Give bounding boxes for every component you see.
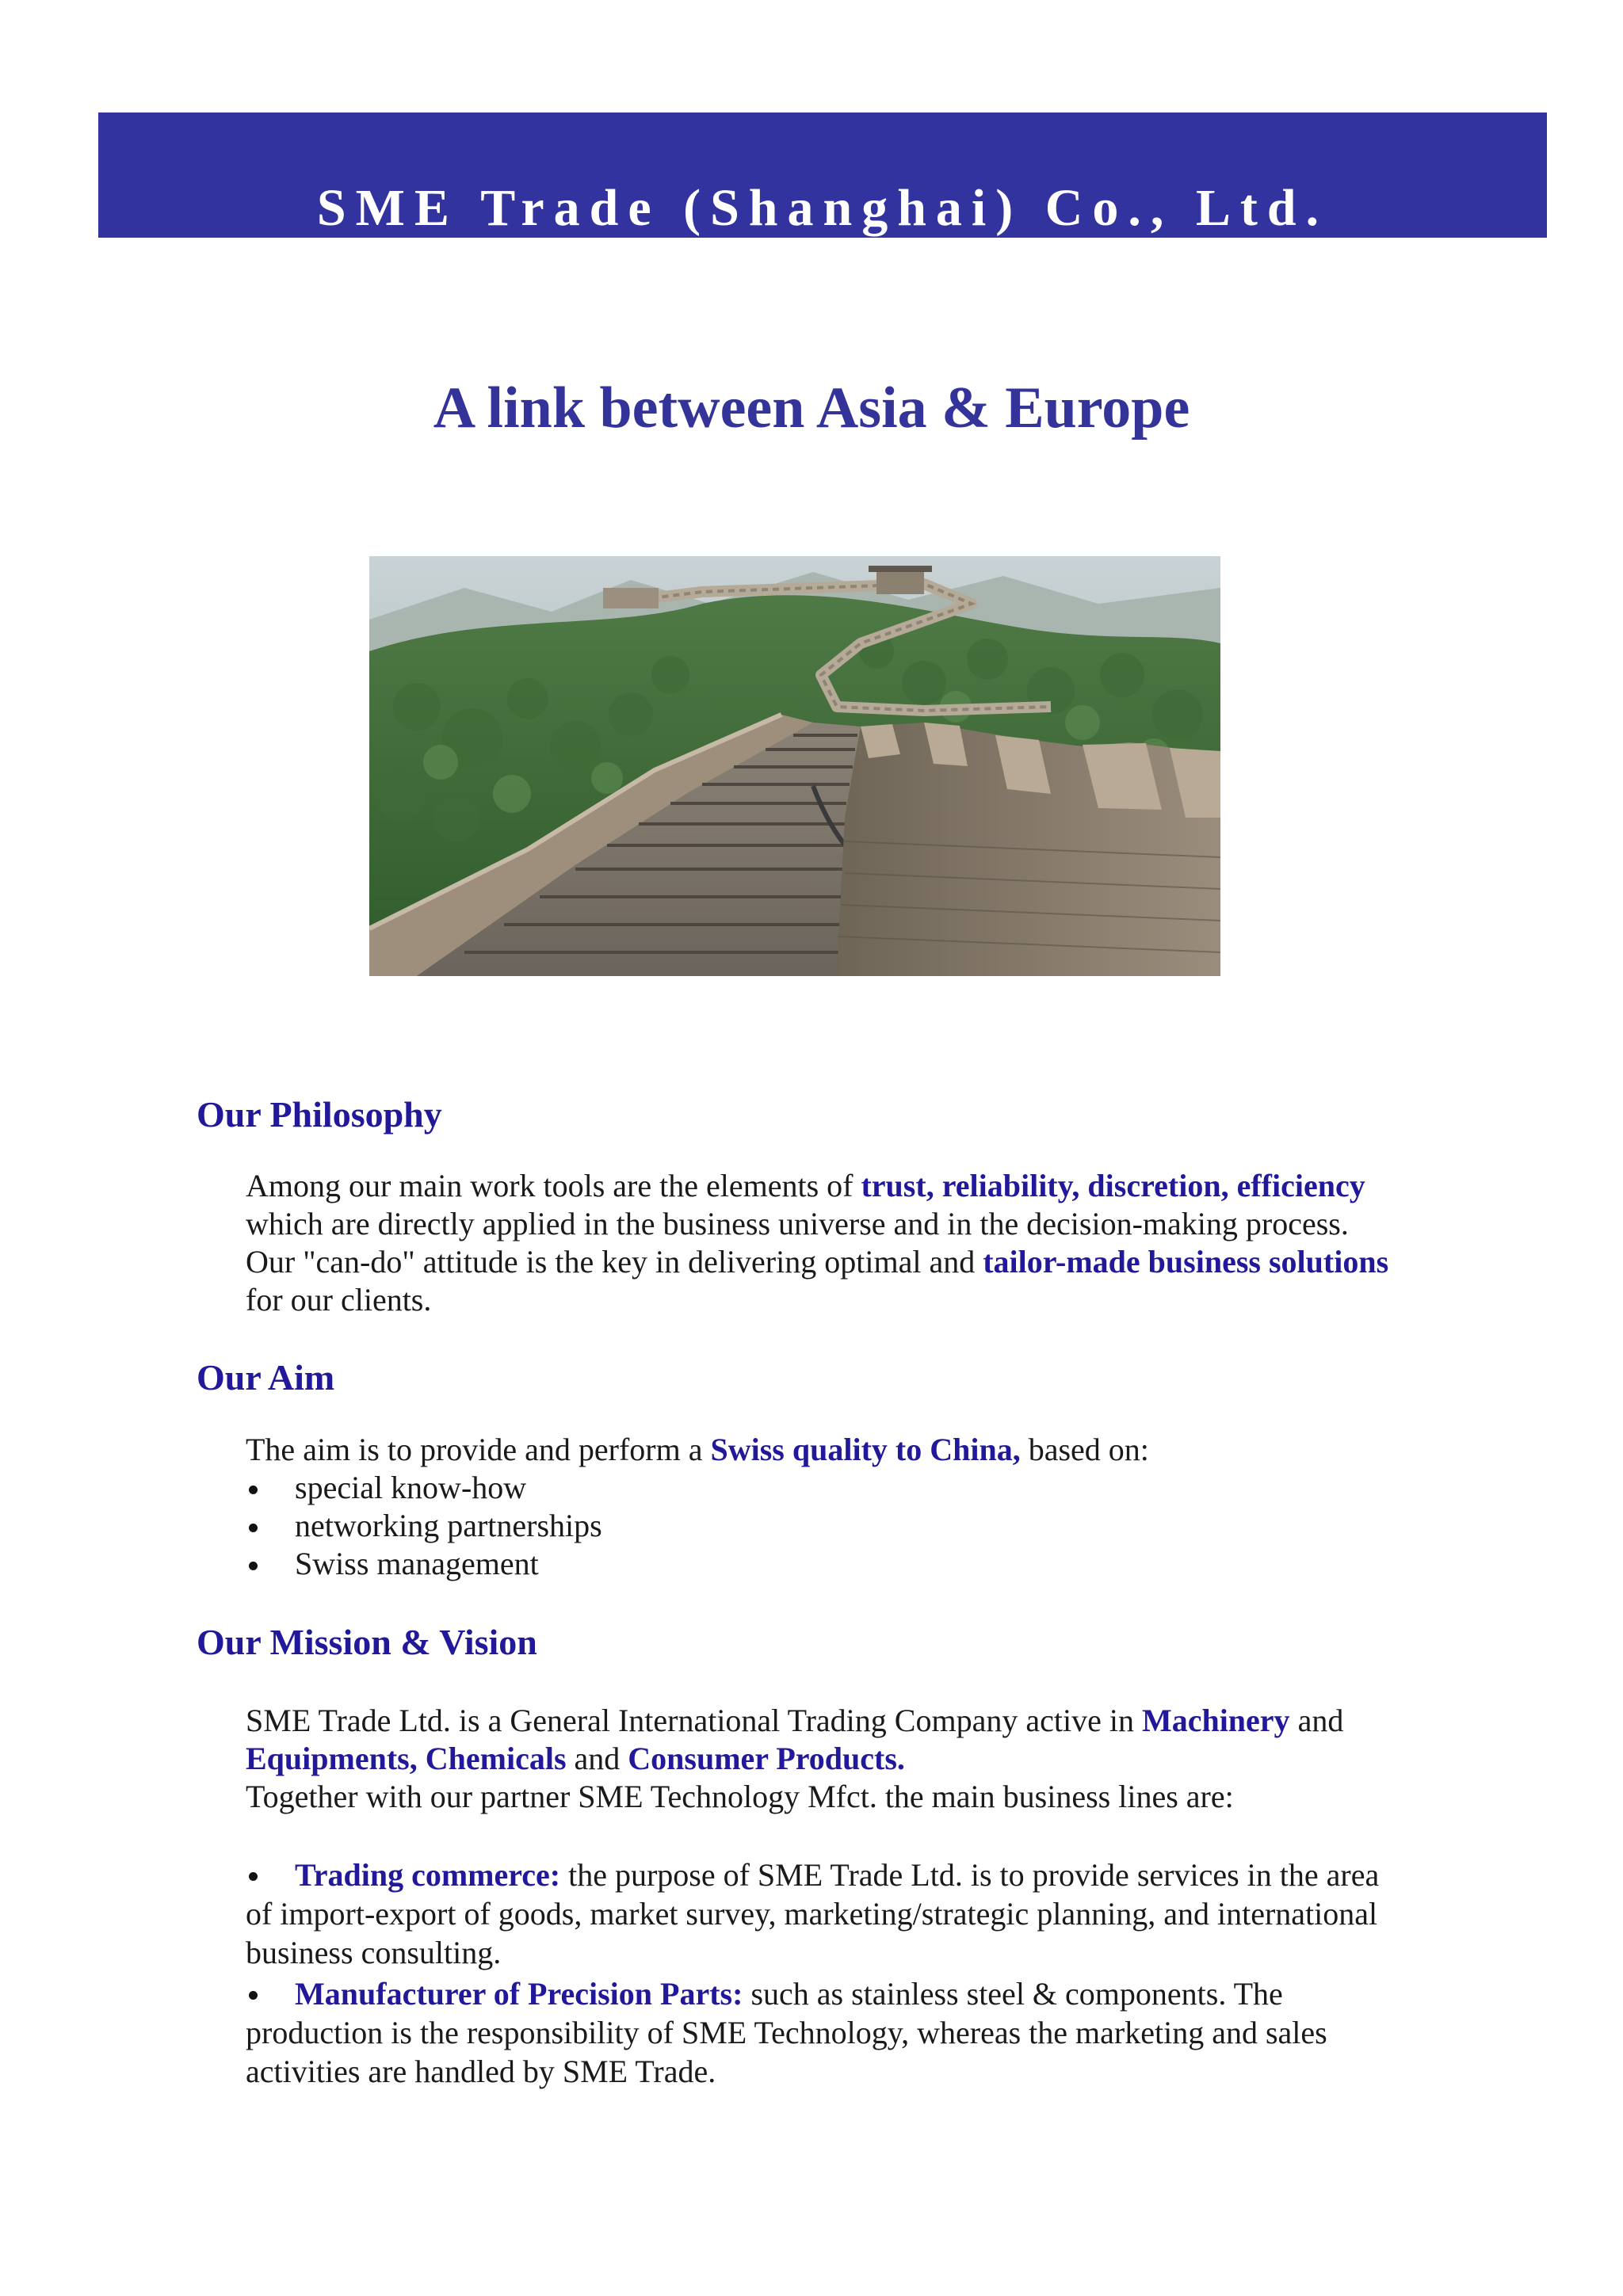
- aim-title: Our Aim: [197, 1357, 335, 1398]
- great-wall-photo: [369, 556, 1220, 976]
- philosophy-line-2: which are directly applied in the business universe and in the decision-making process.: [246, 1206, 1349, 1241]
- aim-text: The aim is to provide and perform a: [246, 1432, 711, 1467]
- separator: ,: [1220, 1168, 1237, 1203]
- aim-text: based on:: [1020, 1432, 1149, 1467]
- keyword-tailor-made: tailor-made business solutions: [983, 1244, 1389, 1280]
- list-item-text: networking partnerships: [295, 1508, 602, 1543]
- aim-intro: [246, 1431, 1482, 1469]
- keyword-consumer-products: Consumer Products.: [628, 1741, 905, 1776]
- bullet-icon: [249, 1991, 258, 2000]
- list-item-text: special know-how: [295, 1470, 527, 1505]
- philosophy-line-4: for our clients.: [246, 1282, 432, 1318]
- keyword-equipments: Equipments: [246, 1741, 410, 1776]
- business-line-first-line: [246, 1974, 1514, 2013]
- mission-text: SME Trade Ltd. is a General International Trading Company active in: [246, 1703, 1142, 1738]
- mission-line-3: Together with our partner SME Technology Mfct. the main business lines are:: [246, 1779, 1234, 1814]
- list-item: [246, 1469, 602, 1507]
- separator: ,: [926, 1168, 942, 1203]
- list-item: [246, 1545, 602, 1583]
- company-name: SME Trade (Shanghai) Co., Ltd.: [316, 179, 1329, 237]
- philosophy-paragraph: [246, 1167, 1482, 1319]
- business-line-text: production is the responsibility of SME Technology, whereas the marketing and sales: [246, 2015, 1327, 2050]
- separator: ,: [409, 1741, 426, 1776]
- keyword-trust: trust: [861, 1168, 926, 1203]
- list-item: [246, 1507, 602, 1545]
- header-banner: [98, 113, 1547, 238]
- business-line-text: of import-export of goods, market survey, marketing/strategic planning, and international: [246, 1896, 1378, 1932]
- business-line-first-line: [246, 1855, 1514, 1894]
- keyword-reliability: reliability: [941, 1168, 1072, 1203]
- mission-line-1: [246, 1702, 1482, 1740]
- philosophy-title: Our Philosophy: [197, 1094, 442, 1135]
- bullet-icon: [249, 1486, 258, 1494]
- bullet-icon: [249, 1872, 258, 1881]
- mission-paragraph: [246, 1702, 1482, 1816]
- philosophy-text: Among our main work tools are the elements of: [246, 1168, 861, 1203]
- business-line-label: Trading commerce:: [295, 1857, 561, 1893]
- business-line-manufacturing: [246, 1974, 1514, 2091]
- mission-text: and: [566, 1741, 628, 1776]
- philosophy-line-1: [246, 1167, 1482, 1205]
- keyword-efficiency: efficiency: [1236, 1168, 1365, 1203]
- aim-list: [246, 1469, 602, 1583]
- keyword-swiss-quality: Swiss quality to China: [710, 1432, 1013, 1467]
- bullet-icon: [249, 1562, 258, 1570]
- keyword-chemicals: Chemicals: [425, 1741, 567, 1776]
- mission-title: Our Mission & Vision: [197, 1622, 537, 1662]
- mission-text: and: [1289, 1703, 1344, 1738]
- business-line-text: such as stainless steel & components. The: [743, 1976, 1283, 2012]
- separator: ,: [1012, 1432, 1021, 1467]
- separator: ,: [1071, 1168, 1088, 1203]
- keyword-discretion: discretion: [1087, 1168, 1221, 1203]
- keyword-machinery: Machinery: [1141, 1703, 1290, 1738]
- business-line-label: Manufacturer of Precision Parts:: [295, 1976, 743, 2012]
- philosophy-text: Our "can-do" attitude is the key in delivering optimal and: [246, 1244, 983, 1280]
- aim-intro-line: [246, 1431, 1482, 1469]
- business-line-text: business consulting.: [246, 1935, 502, 1970]
- business-line-text: activities are handled by SME Trade.: [246, 2054, 716, 2089]
- mission-line-2: [246, 1740, 1482, 1778]
- page-headline: A link between Asia & Europe: [433, 376, 1190, 441]
- philosophy-line-3: [246, 1243, 1482, 1281]
- list-item-text: Swiss management: [295, 1546, 539, 1581]
- business-line-text: the purpose of SME Trade Ltd. is to provide services in the area: [560, 1857, 1380, 1893]
- bullet-icon: [249, 1524, 258, 1532]
- business-line-trading: [246, 1855, 1514, 1972]
